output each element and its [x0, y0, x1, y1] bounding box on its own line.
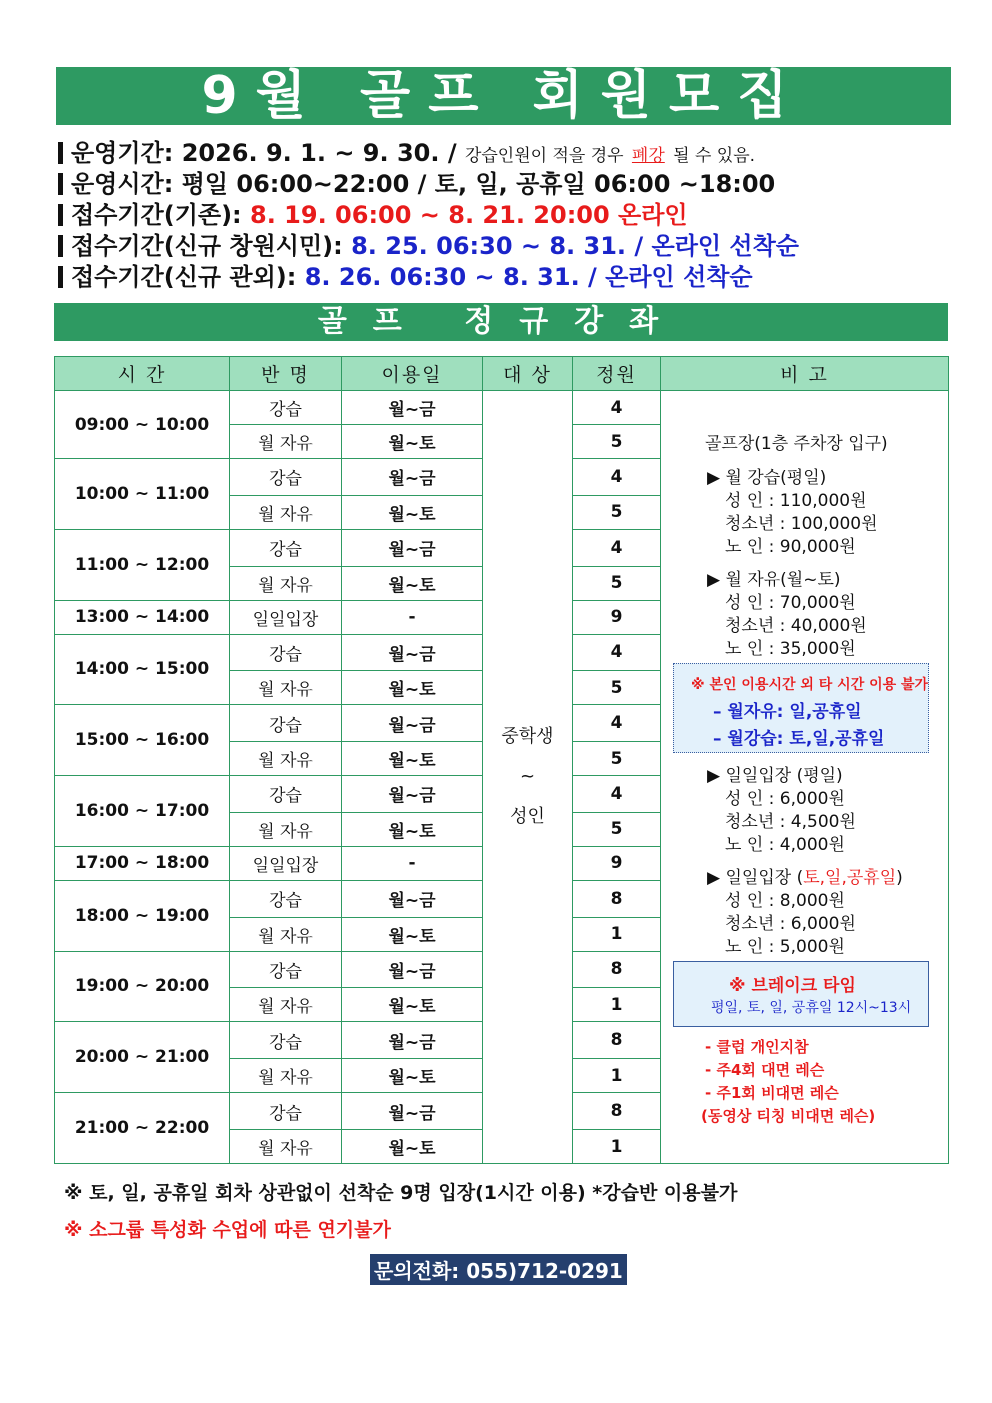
class-cell: 강습 [230, 391, 342, 425]
days-cell: 월~토 [342, 988, 483, 1022]
days-cell: 월~금 [342, 634, 483, 671]
days-cell: 월~토 [342, 917, 483, 951]
note-monthly-free-title: ▶ 월 자유(월~토) [707, 570, 841, 590]
time-cell: 13:00 ~ 14:00 [55, 600, 230, 634]
period-note: 강습인원이 적을 경우 [464, 146, 624, 166]
note-restriction-title: ※ 본인 이용시간 외 타 시간 이용 불가 [691, 677, 929, 693]
notes-cell [661, 391, 949, 1164]
class-cell: 강습 [230, 1093, 342, 1130]
capacity-cell: 9 [573, 846, 661, 880]
note-daily-weekend-title [707, 863, 903, 888]
note-price: 청소년 : 100,000원 [725, 514, 878, 534]
note-text: ▶ 일일입장 ( [707, 868, 804, 888]
time-cell: 10:00 ~ 11:00 [55, 459, 230, 530]
note-price: 노 인 : 90,000원 [725, 537, 856, 557]
days-cell: 월~금 [342, 1093, 483, 1130]
table-body [55, 391, 949, 1164]
days-cell: 월~토 [342, 742, 483, 776]
capacity-cell: 8 [573, 1093, 661, 1130]
period-value: 2026. 9. 1. ~ 9. 30. / [181, 139, 457, 167]
header-notes: 비 고 [661, 357, 949, 391]
header-capacity: 정원 [573, 357, 661, 391]
header-days: 이용일 [342, 357, 483, 391]
capacity-cell: 1 [573, 1059, 661, 1093]
class-cell: 강습 [230, 705, 342, 742]
header-target: 대 상 [483, 357, 573, 391]
capacity-cell: 9 [573, 600, 661, 634]
info-registration-new-city [58, 231, 958, 262]
time-cell: 20:00 ~ 21:00 [55, 1022, 230, 1093]
days-cell: 월~토 [342, 566, 483, 600]
note-restriction-item: – 월자유: 일,공휴일 [713, 702, 862, 722]
days-cell: 월~금 [342, 1022, 483, 1059]
days-cell: 월~금 [342, 705, 483, 742]
period-note-closure: 폐강 [631, 146, 665, 166]
note-club: (동영상 티칭 비대면 레슨) [701, 1107, 876, 1125]
info-registration-new-outside [58, 262, 958, 293]
page-title: 9월 골프 회원모집 [56, 67, 951, 125]
class-cell: 월 자유 [230, 1130, 342, 1164]
capacity-cell: 1 [573, 1130, 661, 1164]
bullet-bar-icon [58, 173, 63, 195]
time-cell: 16:00 ~ 17:00 [55, 776, 230, 847]
days-cell: 월~금 [342, 529, 483, 566]
header-time: 시 간 [55, 357, 230, 391]
capacity-cell: 5 [573, 812, 661, 846]
reg-new-outside-label: 접수기간(신규 관외): [71, 263, 297, 291]
note-weekend-red: 토,일,공휴일 [803, 868, 897, 888]
capacity-cell: 4 [573, 776, 661, 813]
info-registration-existing [58, 200, 958, 231]
class-cell: 일일입장 [230, 600, 342, 634]
bullet-bar-icon [58, 142, 63, 164]
time-cell: 19:00 ~ 20:00 [55, 951, 230, 1022]
schedule-table [54, 356, 949, 1164]
capacity-cell: 4 [573, 529, 661, 566]
class-cell: 월 자유 [230, 917, 342, 951]
section-title: 골프 정규강좌 [54, 303, 948, 341]
time-cell: 18:00 ~ 19:00 [55, 880, 230, 951]
note-price: 성 인 : 8,000원 [725, 891, 845, 911]
capacity-cell: 5 [573, 495, 661, 529]
target-line: 중학생 [501, 726, 554, 747]
class-cell: 월 자유 [230, 425, 342, 459]
table-header-row [55, 357, 949, 391]
capacity-cell: 4 [573, 634, 661, 671]
capacity-cell: 8 [573, 951, 661, 988]
days-cell: 월~금 [342, 391, 483, 425]
days-cell: - [342, 846, 483, 880]
class-cell: 강습 [230, 529, 342, 566]
days-cell: 월~금 [342, 776, 483, 813]
bullet-bar-icon [58, 235, 63, 257]
class-cell: 월 자유 [230, 742, 342, 776]
note-text: ) [896, 868, 903, 888]
note-price: 성 인 : 6,000원 [725, 789, 845, 809]
time-cell: 14:00 ~ 15:00 [55, 634, 230, 705]
notes-panel [661, 391, 948, 1163]
capacity-cell: 5 [573, 425, 661, 459]
reg-existing-value: 8. 19. 06:00 ~ 8. 21. 20:00 온라인 [250, 201, 688, 229]
note-club: - 클럽 개인지참 [705, 1038, 809, 1056]
days-cell: 월~토 [342, 671, 483, 705]
reg-new-city-value: 8. 25. 06:30 ~ 8. 31. / 온라인 선착순 [351, 232, 799, 260]
class-cell: 월 자유 [230, 988, 342, 1022]
capacity-cell: 5 [573, 566, 661, 600]
days-cell: - [342, 600, 483, 634]
note-restriction-item: – 월강습: 토,일,공휴일 [713, 729, 885, 749]
note-price: 청소년 : 4,500원 [725, 812, 856, 832]
hours-text: 운영시간: 평일 06:00~22:00 / 토, 일, 공휴일 06:00 ~18:00 [71, 170, 776, 198]
days-cell: 월~토 [342, 495, 483, 529]
table-row [55, 391, 949, 425]
capacity-cell: 4 [573, 391, 661, 425]
note-location: 골프장(1층 주차장 입구) [705, 434, 888, 454]
time-cell: 21:00 ~ 22:00 [55, 1093, 230, 1164]
class-cell: 강습 [230, 776, 342, 813]
time-cell: 15:00 ~ 16:00 [55, 705, 230, 776]
note-price: 청소년 : 6,000원 [725, 914, 856, 934]
note-price: 성 인 : 70,000원 [725, 593, 856, 613]
note-break-title: ※ 브레이크 타임 [729, 976, 856, 996]
note-price: 청소년 : 40,000원 [725, 616, 867, 636]
class-cell: 강습 [230, 459, 342, 496]
time-cell: 09:00 ~ 10:00 [55, 391, 230, 459]
days-cell: 월~금 [342, 951, 483, 988]
days-cell: 월~금 [342, 880, 483, 917]
capacity-cell: 5 [573, 671, 661, 705]
time-cell: 11:00 ~ 12:00 [55, 529, 230, 600]
capacity-cell: 8 [573, 880, 661, 917]
days-cell: 월~토 [342, 812, 483, 846]
bullet-bar-icon [58, 266, 63, 288]
class-cell: 강습 [230, 634, 342, 671]
days-cell: 월~토 [342, 1059, 483, 1093]
contact-phone: 문의전화: 055)712-0291 [370, 1254, 627, 1285]
header-class: 반 명 [230, 357, 342, 391]
info-block [58, 138, 958, 293]
reg-new-outside-value: 8. 26. 06:30 ~ 8. 31. / 온라인 선착순 [304, 263, 753, 291]
class-cell: 일일입장 [230, 846, 342, 880]
target-line: 성인 [510, 806, 545, 827]
note-monthly-lesson-title: ▶ 월 강습(평일) [707, 468, 827, 488]
reg-existing-label: 접수기간(기존): [71, 201, 242, 229]
class-cell: 강습 [230, 951, 342, 988]
class-cell: 월 자유 [230, 671, 342, 705]
note-club: - 주4회 대면 레슨 [705, 1061, 825, 1079]
info-hours [58, 169, 958, 200]
days-cell: 월~금 [342, 459, 483, 496]
bullet-bar-icon [58, 204, 63, 226]
info-period [58, 138, 958, 169]
footer-note-weekend: ※ 토, 일, 공휴일 회차 상관없이 선착순 9명 입장(1시간 이용) *강습반 이용불가 [64, 1182, 738, 1204]
note-price: 성 인 : 110,000원 [725, 491, 867, 511]
note-daily-weekday-title: ▶ 일일입장 (평일) [707, 766, 843, 786]
class-cell: 월 자유 [230, 495, 342, 529]
days-cell: 월~토 [342, 425, 483, 459]
footer-note-no-postpone: ※ 소그룹 특성화 수업에 따른 연기불가 [64, 1219, 391, 1241]
class-cell: 월 자유 [230, 1059, 342, 1093]
capacity-cell: 8 [573, 1022, 661, 1059]
period-note-end: 될 수 있음. [673, 146, 756, 166]
capacity-cell: 4 [573, 459, 661, 496]
note-price: 노 인 : 35,000원 [725, 639, 856, 659]
class-cell: 월 자유 [230, 566, 342, 600]
capacity-cell: 1 [573, 988, 661, 1022]
reg-new-city-label: 접수기간(신규 창원시민): [71, 232, 343, 260]
note-price: 노 인 : 4,000원 [725, 835, 845, 855]
target-cell [483, 391, 573, 1164]
class-cell: 강습 [230, 880, 342, 917]
target-line: ~ [519, 766, 536, 787]
days-cell: 월~토 [342, 1130, 483, 1164]
note-club: - 주1회 비대면 레슨 [705, 1084, 839, 1102]
time-cell: 17:00 ~ 18:00 [55, 846, 230, 880]
class-cell: 월 자유 [230, 812, 342, 846]
note-break-detail: 평일, 토, 일, 공휴일 12시~13시 [711, 1000, 912, 1016]
period-label: 운영기간: [71, 139, 174, 167]
capacity-cell: 5 [573, 742, 661, 776]
capacity-cell: 1 [573, 917, 661, 951]
note-price: 노 인 : 5,000원 [725, 937, 845, 957]
capacity-cell: 4 [573, 705, 661, 742]
class-cell: 강습 [230, 1022, 342, 1059]
